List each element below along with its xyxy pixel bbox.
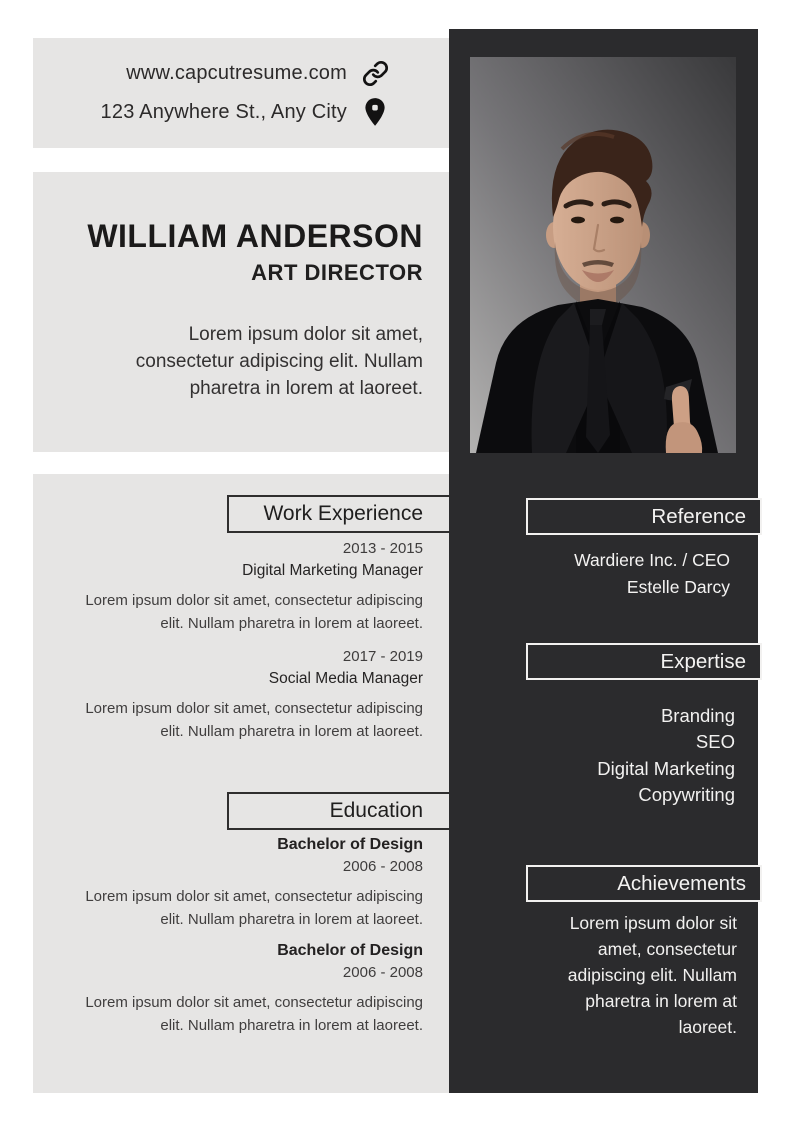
intro-panel xyxy=(33,172,449,452)
expertise-item: Digital Marketing xyxy=(597,757,735,779)
work-dates: 2017 - 2019 xyxy=(342,648,423,665)
expertise-item: Branding xyxy=(660,705,735,726)
reference-name: Estelle Darcy xyxy=(626,577,730,597)
expertise-list xyxy=(597,703,735,808)
link-icon[interactable] xyxy=(360,57,390,91)
achievements-text: Lorem ipsum dolor sit amet, consectetur adipiscing elit. Nullam pharetra in lorem at laoreet. xyxy=(567,913,737,1037)
person-summary: Lorem ipsum dolor sit amet, consectetur adipiscing elit. Nullam pharetra in lorem at laoreet. xyxy=(135,324,423,399)
expertise-item: SEO xyxy=(695,731,735,753)
reference-block xyxy=(574,547,730,601)
education-description: Lorem ipsum dolor sit amet, consectetur adipiscing elit. Nullam pharetra in lorem at laoreet. xyxy=(85,994,423,1034)
education-degree: Bachelor of Design xyxy=(277,836,423,853)
reference-company: Wardiere Inc. / CEO xyxy=(574,550,730,570)
education-dates: 2006 - 2008 xyxy=(342,858,423,875)
section-heading-achievements: Achievements xyxy=(526,865,762,902)
education-degree: Bachelor of Design xyxy=(277,942,423,959)
section-heading-work-experience: Work Experience xyxy=(227,495,457,533)
education-entry xyxy=(83,834,423,931)
work-entry xyxy=(83,538,423,635)
work-dates: 2013 - 2015 xyxy=(342,540,423,557)
person-title: ART DIRECTOR xyxy=(251,260,423,285)
work-description: Lorem ipsum dolor sit amet, consectetur adipiscing elit. Nullam pharetra in lorem at laoreet. xyxy=(85,700,423,740)
website-row xyxy=(126,57,390,91)
work-role: Social Media Manager xyxy=(268,670,423,687)
education-dates: 2006 - 2008 xyxy=(342,964,423,981)
expertise-item: Copywriting xyxy=(638,783,735,805)
location-pin-icon xyxy=(360,96,390,130)
section-heading-reference: Reference xyxy=(526,498,762,535)
profile-photo xyxy=(470,57,736,453)
website-link[interactable]: www.capcutresume.com xyxy=(126,62,347,84)
address-row xyxy=(101,96,390,130)
work-role: Digital Marketing Manager xyxy=(242,562,423,579)
education-entry xyxy=(83,940,423,1037)
section-heading-education: Education xyxy=(227,792,457,830)
section-heading-expertise: Expertise xyxy=(526,643,762,680)
work-entry xyxy=(83,646,423,743)
work-description: Lorem ipsum dolor sit amet, consectetur adipiscing elit. Nullam pharetra in lorem at laoreet. xyxy=(85,592,423,632)
person-name: WILLIAM ANDERSON xyxy=(87,218,423,254)
contact-panel xyxy=(33,38,449,148)
address-text: 123 Anywhere St., Any City xyxy=(100,101,347,123)
education-description: Lorem ipsum dolor sit amet, consectetur adipiscing elit. Nullam pharetra in lorem at laoreet. xyxy=(85,888,423,928)
